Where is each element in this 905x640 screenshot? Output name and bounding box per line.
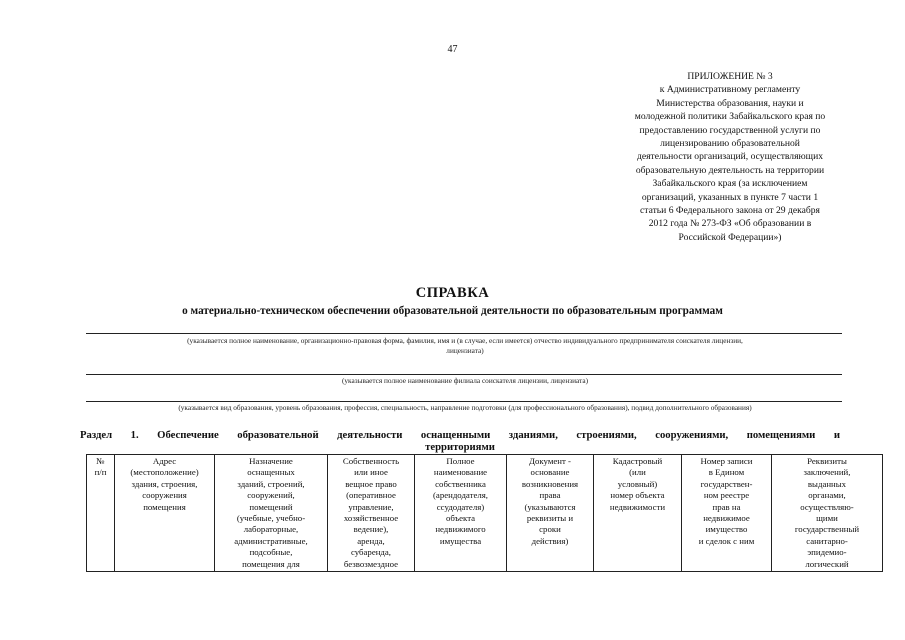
column-header-line: ссудодателя) [436,501,485,512]
column-header-line: ном реестре [703,490,750,501]
column-header-line: государствен- [700,478,753,489]
column-header-line: щими [816,513,838,524]
column-header-line: условный) [617,478,658,489]
column-header-line: недвижимости [609,501,666,512]
column-header-purpose [215,455,328,572]
column-header-line: права [539,490,561,501]
column-header-line: сроки [539,524,561,535]
column-header-number [87,455,115,572]
column-header-line: объекта [445,513,476,524]
branch-hint: (указывается полное наименование филиала соискателя лицензии, лицензиата) [341,376,589,385]
column-header-line: основание [530,467,570,478]
annex-line: молодежной политики Забайкальского края по [634,111,826,123]
column-header-line: (местоположение) [130,467,199,478]
column-header-line: (арендодателя, [432,490,488,501]
column-header-owner-name [415,455,507,572]
column-header-line: в Едином [708,467,745,478]
fill-in-line-branch [86,374,842,375]
column-header-line: помещений [249,501,293,512]
column-header-line: осуществляю- [800,501,854,512]
annex-line: Забайкальского края (за исключением [652,178,808,190]
column-header-line: (оперативное [346,490,396,501]
column-header-line: действия) [531,535,569,546]
column-header-line: административные, [234,535,308,546]
column-header-line: здания, строения, [131,478,198,489]
annex-line: образовательную деятельность на территории [635,164,825,176]
column-header-line: управление, [348,501,394,512]
column-header-line: Полное [446,456,475,466]
column-header-line: прав на [712,501,741,512]
applicant-hint [70,336,860,356]
column-header-line: лабораторные, [243,524,299,535]
column-header-line: субаренда, [350,547,392,558]
section-heading-line: Раздел 1. Обеспечение образовательной деятельности оснащенными зданиями, строениями, сооружениями, помещениями и [80,429,840,441]
column-header-line: недвижимое [703,513,750,524]
education-hint: (указывается вид образования, уровень образования, профессия, специальность, направление подготовки (для профессионального образования), подвид дополнительного образования) [178,403,752,412]
column-header-line: (или [629,467,646,478]
applicant-hint-line: лицензиата) [446,346,484,355]
annex-line: предоставлению государственной услуги по [639,124,821,136]
column-header-line: эпидемио- [807,547,847,558]
annex-line: 2012 года № 273-ФЗ «Об образовании в [648,218,812,230]
column-header-line: безвозмездное [343,558,399,569]
column-header-line: Адрес [152,456,177,466]
annex-line: Министерства образования, науки и [656,97,804,109]
annex-line: деятельности организаций, осуществляющих [636,151,823,163]
column-header-registry-entry [682,455,772,572]
column-header-line: собственника [435,478,486,489]
column-header-line: возникновения [521,478,579,489]
column-header-line: или иное [354,467,388,478]
column-header-line: и сделок с ним [698,535,755,546]
column-header-ownership [328,455,415,572]
column-header-line: п/п [94,467,107,478]
column-header-line: реквизиты и [526,513,574,524]
annex-line: статьи 6 Федерального закона от 29 декабря [640,205,820,217]
column-header-line: органами, [808,490,846,501]
fill-in-line-applicant [86,333,842,334]
column-header-line: ведение), [353,524,389,535]
document-subtitle: о материально-техническом обеспечении образовательной деятельности по образовательным программам [182,305,723,317]
annex-line: ПРИЛОЖЕНИЕ № 3 [687,71,773,82]
column-header-line: номер объекта [610,490,665,501]
column-header-line: аренда, [357,535,385,546]
column-header-line: помещения для [242,558,300,569]
column-header-line: выданных [807,478,847,489]
document-title: СПРАВКА [415,285,490,301]
column-header-line: зданий, строений, [237,478,305,489]
column-header-line: вещное право [345,478,397,489]
column-header-line: сооружения [142,490,187,501]
column-header-address [115,455,215,572]
column-header-line: Назначение [249,456,293,466]
column-header-line: (указываются [524,501,576,512]
table-header-row [87,455,883,572]
fill-in-line-education [86,401,842,402]
section-heading-line: территориями [425,441,495,453]
column-header-title-document [507,455,594,572]
annex-line: лицензированию образовательной [660,138,800,150]
column-header-line: сооружений, [247,490,295,501]
column-header-line: Документ - [529,456,571,466]
annex-line: организаций, указанных в пункте 7 части 1 [641,191,819,203]
column-header-line: заключений, [803,467,851,478]
column-header-line: помещения [143,501,186,512]
column-header-line: Кадастровый [612,456,663,466]
section-heading [80,429,840,453]
column-header-line: логический [805,558,849,569]
column-header-line: имущество [705,524,748,535]
column-header-sanitary-conclusions [772,455,883,572]
column-header-line: Собственность [342,456,400,466]
column-header-line: имущества [439,535,482,546]
annex-line: Российской Федерации») [678,231,782,243]
facilities-table [86,454,883,572]
column-header-line: санитарно- [806,535,848,546]
page-number: 47 [447,44,458,55]
column-header-line: недвижимого [435,524,486,535]
column-header-line: № [96,456,105,466]
column-header-line: подсобные, [249,547,293,558]
column-header-cadastral-number [594,455,682,572]
column-header-line: Номер записи [700,456,753,466]
column-header-line: Реквизиты [807,456,847,466]
column-header-line: государственный [794,524,860,535]
applicant-hint-line: (указывается полное наименование, организационно-правовая форма, фамилия, имя и (в случае, если имеется) отчество индивидуального предпринимателя соискателя лицензии, [187,336,743,345]
column-header-line: хозяйственное [343,513,399,524]
annex-block [590,70,870,244]
column-header-line: оснащенных [247,467,295,478]
column-header-line: наименование [433,467,488,478]
column-header-line: (учебные, учебно- [236,513,306,524]
annex-line: к Административному регламенту [659,84,801,96]
